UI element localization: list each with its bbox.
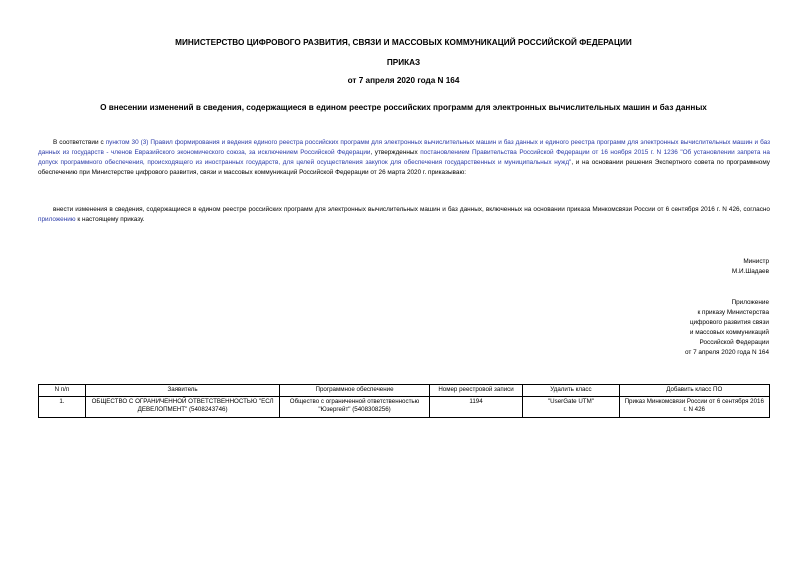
appendix-line: Российской Федерации (699, 339, 769, 346)
order-text-end: к настоящему приказу. (75, 216, 145, 223)
column-header-registry-number: Номер реестровой записи (429, 385, 523, 397)
column-header-add-class: Добавить класс ПО (619, 385, 769, 397)
preamble-paragraph (38, 138, 770, 178)
signature-block (732, 257, 769, 277)
preamble-text-middle: , утвержденных (370, 149, 421, 156)
preamble-text-end: , и на основании решения Экспертного совета по программному обеспечению при Министерстве цифрового развития, связи и массовых коммуникаций Российской Федерации от 26 марта 2020 г. приказываю: (38, 159, 770, 176)
appendix-line: от 7 апреля 2020 года N 164 (684, 349, 769, 356)
appendix-line: цифрового развития связи (689, 319, 769, 326)
cell-remove-class: "UserGate UTM" (523, 396, 619, 417)
rules-link[interactable]: пунктом 30 (3) Правил формирования и ведения единого реестра российских программ для электронных вычислительных машин и баз данных и единого реестра программ для электронных вычислительных машин и баз данных из государств - членов Евразийского экономического союза, за исключением Российской Федерации (38, 139, 770, 156)
preamble-text-start: В соответствии с (53, 139, 106, 146)
document-title: О внесении изменений в сведения, содержащиеся в едином реестре российских программ для электронных вычислительных машин и баз данных (100, 103, 707, 112)
cell-number: 1. (39, 396, 86, 417)
column-header-software: Программное обеспечение (280, 385, 429, 397)
signer-name: М.И.Шадаев (731, 268, 769, 275)
document-date-number: от 7 апреля 2020 года N 164 (347, 76, 460, 85)
document-type-heading: ПРИКАЗ (386, 58, 421, 67)
appendix-line: Приложение (731, 299, 769, 306)
appendix-line: к приказу Министерства (697, 309, 769, 316)
column-header-number: N п/п (39, 385, 86, 397)
cell-add-class: Приказ Минкомсвязи России от 6 сентября 2016 г. N 426 (619, 396, 769, 417)
table-header-row (39, 385, 770, 397)
cell-registry-number: 1194 (429, 396, 523, 417)
order-text-start: внести изменения в сведения, содержащиеся в едином реестре российских программ для электронных вычислительных машин и баз данных, включенных на основании приказа Минкомсвязи России от 6 сентября 2016 г. N 426, согласно (53, 206, 770, 213)
cell-applicant: ОБЩЕСТВО С ОГРАНИЧЕННОЙ ОТВЕТСТВЕННОСТЬЮ "ЕСЛ ДЕВЕЛОПМЕНТ" (5408243746) (85, 396, 280, 417)
ministry-heading: МИНИСТЕРСТВО ЦИФРОВОГО РАЗВИТИЯ, СВЯЗИ И МАССОВЫХ КОММУНИКАЦИЙ РОССИЙСКОЙ ФЕДЕРАЦИИ (175, 38, 632, 47)
cell-software: Общество с ограниченной ответственностью "Юзергейт" (5408308256) (280, 396, 429, 417)
signer-position: Министр (743, 258, 769, 265)
appendix-line: и массовых коммуникаций (689, 329, 769, 336)
government-decree-link[interactable]: постановлением Правительства Российской Федерации от 16 ноября 2015 г. N 1236 "Об установлении запрета на допуск программного обеспечения, происходящего из иностранных государств, для целей осуществления закупок для обеспечения государственных и муниципальных нужд" (38, 149, 770, 166)
column-header-remove-class: Удалить класс (523, 385, 619, 397)
registry-changes-table (38, 384, 770, 418)
table-row (39, 396, 770, 417)
column-header-applicant: Заявитель (85, 385, 280, 397)
appendix-link[interactable]: приложению (38, 216, 76, 223)
order-paragraph (38, 205, 770, 225)
appendix-block (685, 298, 769, 358)
